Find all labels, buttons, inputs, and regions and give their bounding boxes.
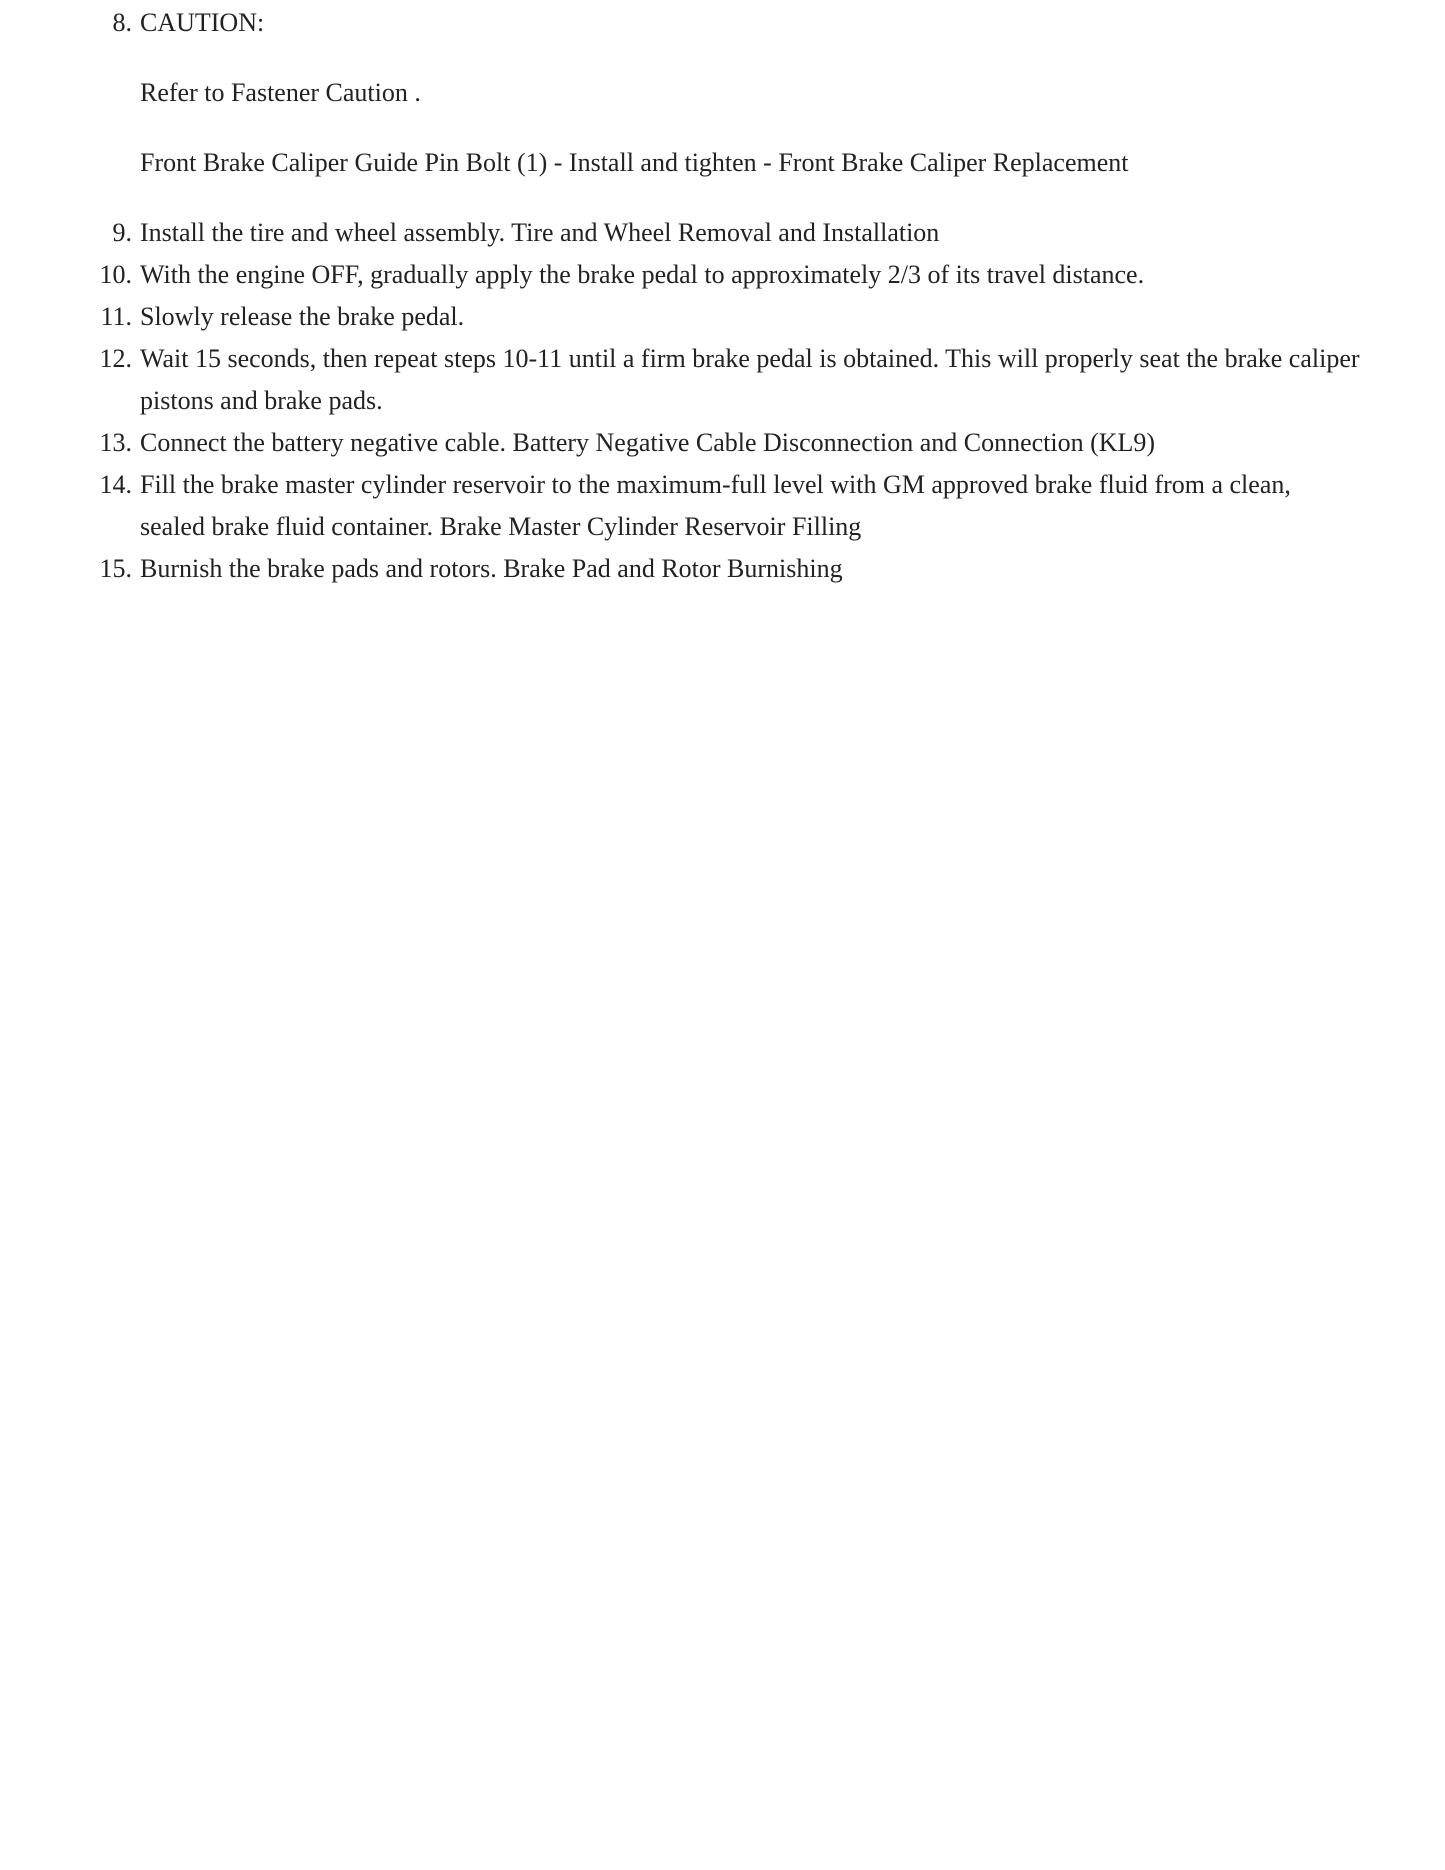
step-text: Fill the brake master cylinder reservoir to the maximum-full level with GM approved brake fluid from a clean, sealed brake fluid container. Brake Master Cylinder Reservoir Filling [140,470,1291,541]
step-text: Burnish the brake pads and rotors. Brake Pad and Rotor Burnishing [140,554,843,583]
step-number: 12. [99,344,132,373]
step-text: Slowly release the brake pedal. [140,302,465,331]
step-number: 14. [99,470,132,499]
step-caution-heading: CAUTION: [140,8,265,37]
step-number: 11. [100,302,132,331]
step-8 [112,2,1360,184]
procedure-steps-list [99,2,1360,590]
step-text: With the engine OFF, gradually apply the brake pedal to approximately 2/3 of its travel distance. [140,260,1145,289]
step-number: 13. [99,428,132,457]
step-12 [99,338,1360,422]
step-10 [99,254,1360,296]
step-text: Connect the battery negative cable. Battery Negative Cable Disconnection and Connection (KL9) [140,428,1156,457]
step-9 [112,212,1360,254]
step-number: 10. [99,260,132,289]
step-14 [99,464,1360,548]
step-number: 8. [112,8,132,37]
step-text: Wait 15 seconds, then repeat steps 10-11 until a firm brake pedal is obtained. This will properly seat the brake caliper pistons and brake pads. [140,344,1360,415]
step-15 [99,548,1360,590]
step-number: 9. [112,218,132,247]
guide-pin-bolt-instruction: Front Brake Caliper Guide Pin Bolt (1) - Install and tighten - Front Brake Caliper Replacement [140,148,1129,177]
fastener-caution-note: Refer to Fastener Caution . [140,78,421,107]
step-11 [100,296,1360,338]
step-number: 15. [99,554,132,583]
step-text: Install the tire and wheel assembly. Tire and Wheel Removal and Installation [140,218,940,247]
step-13 [99,422,1360,464]
